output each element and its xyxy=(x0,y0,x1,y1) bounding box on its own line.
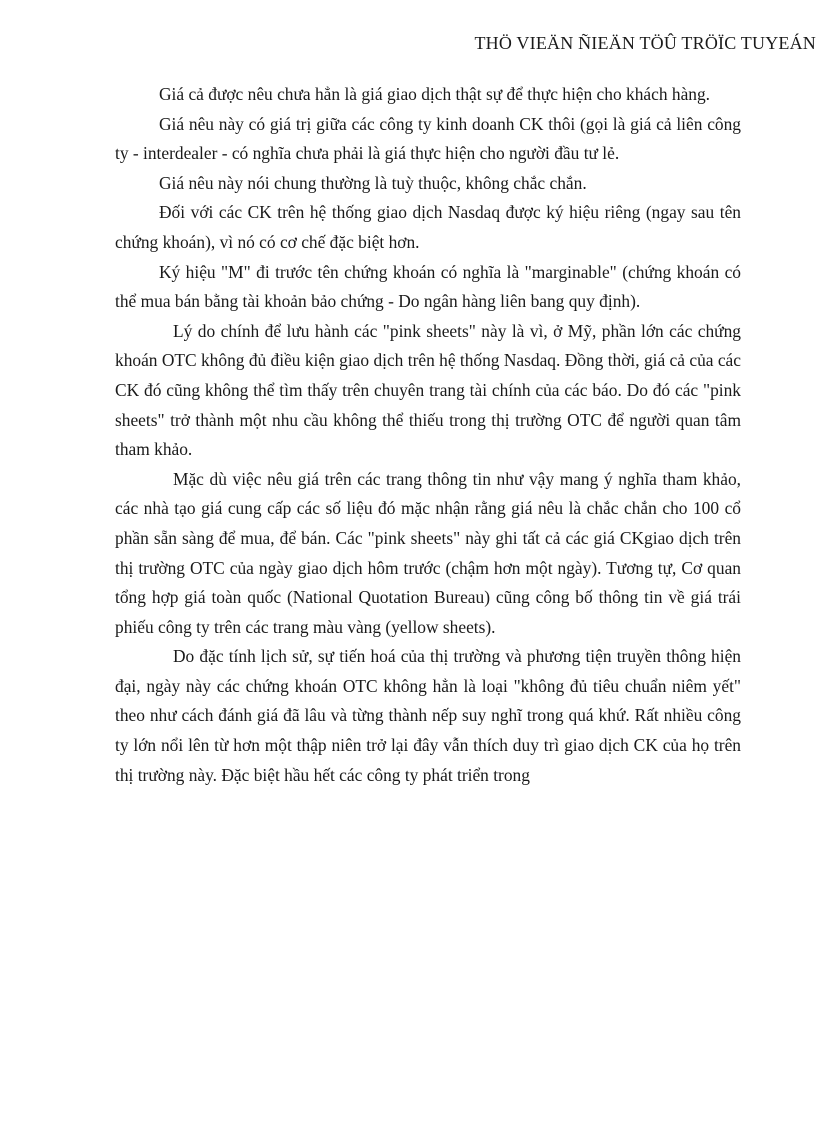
running-header: THÖ VIEÄN ÑIEÄN TÖÛ TRÖÏC TUYEÁN xyxy=(474,33,816,53)
paragraph-price-uncertain: Giá nêu này nói chung thường là tuỳ thuộc, không chắc chắn. xyxy=(159,172,587,193)
paragraph-interdealer-price: Giá nêu này có giá trị giữa các công ty kinh doanh CK thôi (gọi là giá cả liên công ty - interdealer - có nghĩa chưa phải là giá thực hiện cho người đầu tư lẻ. xyxy=(115,113,741,164)
paragraph-otc-history: Do đặc tính lịch sử, sự tiến hoá của thị trường và phương tiện truyền thông hiện đại, ngày này các chứng khoán OTC không hẳn là loại "không đủ tiêu chuẩn niêm yết" theo như cách đánh giá đã lâu và từng thành nếp suy nghĩ trong quá khứ. Rất nhiều công ty lớn nổi lên từ hơn một thập niên trở lại đây vẫn thích duy trì giao dịch CK của họ trên thị trường này. Đặc biệt hầu hết các công ty phát triển trong xyxy=(115,646,741,785)
paragraph-pink-sheets-reason: Lý do chính để lưu hành các "pink sheets" này là vì, ở Mỹ, phần lớn các chứng khoán OTC không đủ điều kiện giao dịch trên hệ thống Nasdaq. Đồng thời, giá cả của các CK đó cũng không thể tìm thấy trên chuyên trang tài chính của các báo. Do đó các "pink sheets" trở thành một nhu cầu không thể thiếu trong thị trường OTC để người quan tâm tham khảo. xyxy=(115,320,741,460)
paragraph-marginable-symbol: Ký hiệu "M" đi trước tên chứng khoán có nghĩa là "marginable" (chứng khoán có thể mua bán bằng tài khoản bảo chứng - Do ngân hàng liên bang quy định). xyxy=(115,261,741,312)
body-text xyxy=(115,80,741,790)
paragraph-quote-reference: Mặc dù việc nêu giá trên các trang thông tin như vậy mang ý nghĩa tham khảo, các nhà tạo giá cung cấp các số liệu đó mặc nhận rằng giá nêu là chắc chắn cho 100 cổ phần sẵn sàng để mua, để bán. Các "pink sheets" này ghi tất cả các giá CKgiao dịch trên thị trường OTC của ngày giao dịch hôm trước (chậm hơn một ngày). Tương tự, Cơ quan tổng hợp giá toàn quốc (National Quotation Bureau) cũng công bố thông tin về giá trái phiếu công ty trên các trang màu vàng (yellow sheets). xyxy=(115,468,741,637)
paragraph-quote-price-note: Giá cả được nêu chưa hẳn là giá giao dịch thật sự để thực hiện cho khách hàng. xyxy=(159,84,711,104)
paragraph-nasdaq-symbols: Đối với các CK trên hệ thống giao dịch Nasdaq được ký hiệu riêng (ngay sau tên chứng khoán), vì nó có cơ chế đặc biệt hơn. xyxy=(115,202,741,252)
